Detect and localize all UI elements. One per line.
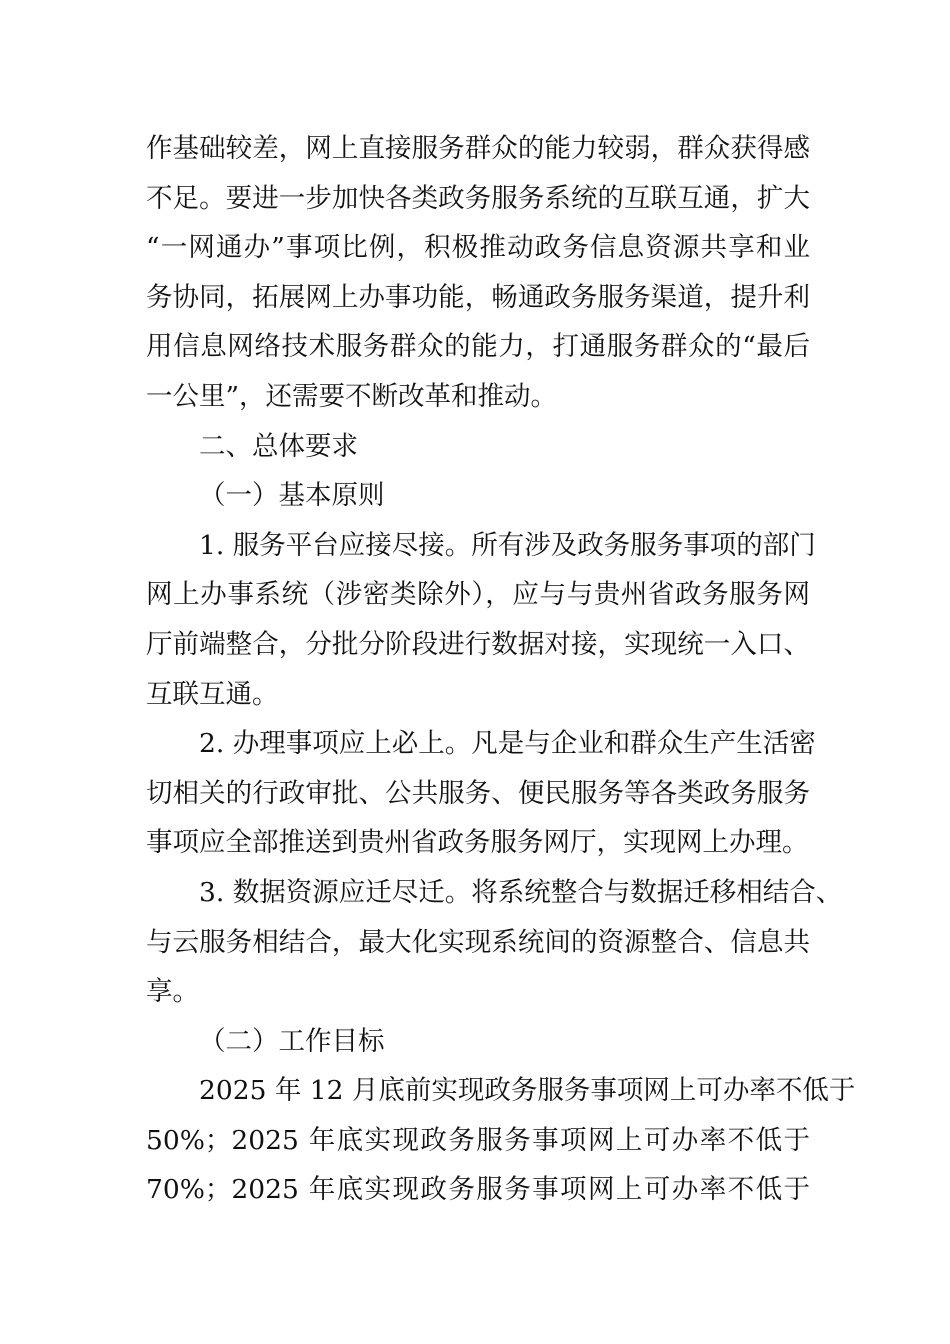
text-line: 作基础较差，网上直接服务群众的能力较弱，群众获得感 [146, 133, 810, 164]
text-line: 2. 办理事项应上必上。凡是与企业和群众生产生活密 [199, 728, 816, 760]
text-line: 事项应全部推送到贵州省政务服务网厅，实现网上办理。 [146, 827, 809, 859]
text-line: 50%；2025 年底实现政务服务事项网上可办率不低于 [146, 1124, 810, 1156]
text-line: 互联互通。 [146, 678, 279, 710]
text-line: “一网通办”事项比例，积极推动政务信息资源共享和业 [146, 232, 810, 264]
text-line: 厅前端整合，分批分阶段进行数据对接，实现统一入口、 [146, 628, 810, 660]
text-line: 二、总体要求 [199, 430, 358, 462]
text-line: 用信息网络技术服务群众的能力，打通服务群众的“最后 [146, 331, 810, 363]
text-line: 70%；2025 年底实现政务服务事项网上可办率不低于 [146, 1174, 810, 1206]
document-body [146, 124, 856, 1215]
text-line: 网上办事系统（涉密类除外），应与与贵州省政务服务网 [146, 579, 810, 611]
text-line: 切相关的行政审批、公共服务、便民服务等各类政务服务 [146, 777, 810, 809]
text-line: 务协同，拓展网上办事功能，畅通政务服务渠道，提升利 [146, 281, 810, 313]
text-line: （一）基本原则 [199, 480, 385, 512]
text-line: 与云服务相结合，最大化实现系统间的资源整合、信息共 [146, 926, 810, 958]
text-line: 不足。要进一步加快各类政务服务系统的互联互通，扩大 [146, 182, 810, 214]
text-line: 1. 服务平台应接尽接。所有涉及政务服务事项的部门 [199, 529, 816, 561]
text-line: 一公里”，还需要不断改革和推动。 [146, 380, 558, 412]
text-line: 3. 数据资源应迁尽迁。将系统整合与数据迁移相结合、 [199, 876, 843, 908]
text-line: 享。 [146, 976, 199, 1008]
text-line: （二）工作目标 [199, 1025, 385, 1057]
text-line: 2025 年 12 月底前实现政务服务事项网上可办率不低于 [199, 1075, 856, 1107]
